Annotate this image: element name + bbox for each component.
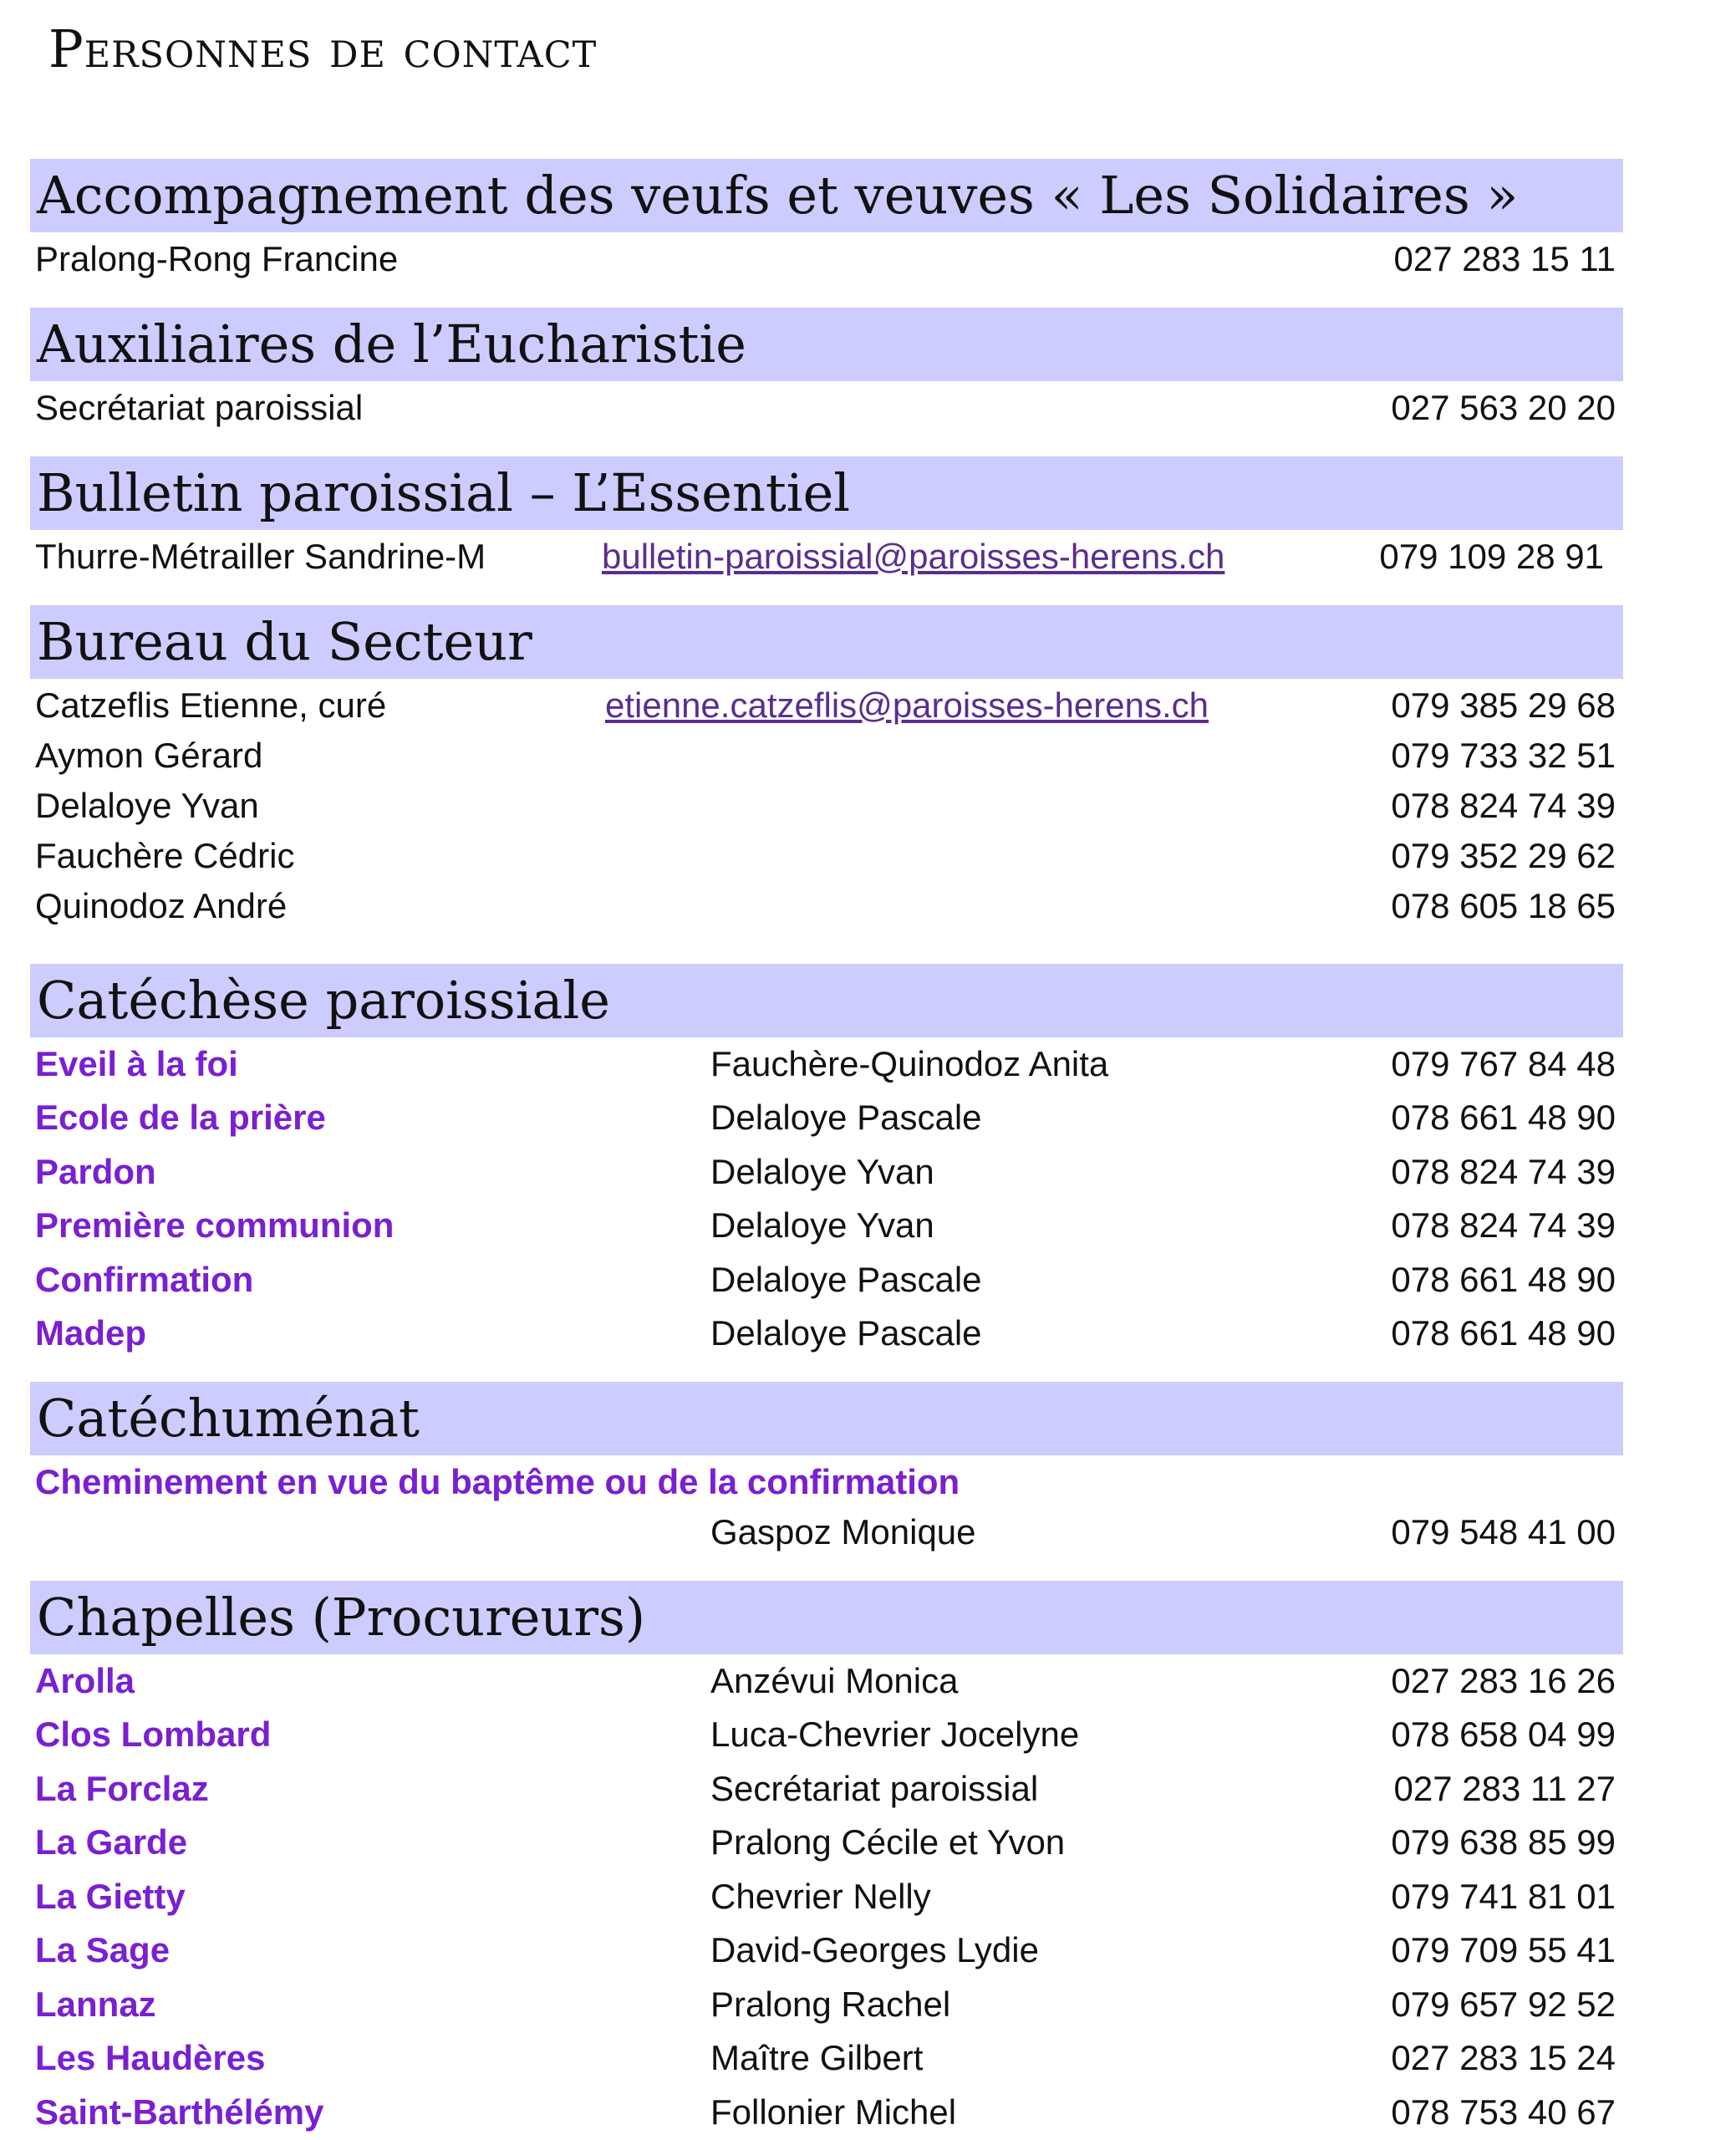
contact-name: Secrétariat paroissial (710, 1769, 1039, 1808)
contact-name: Fauchère-Quinodoz Anita (710, 1044, 1109, 1083)
contact-phone: 079 385 29 68 (1391, 685, 1616, 725)
contact-name: Maître Gilbert (710, 2038, 924, 2077)
contact-phone: 079 638 85 99 (1391, 1822, 1616, 1862)
category-label: La Garde (35, 1822, 188, 1862)
contact-phone: 079 657 92 52 (1391, 1985, 1616, 2024)
section-header-chapelles (30, 1581, 1623, 1654)
category-label: Pardon (35, 1152, 156, 1191)
section-header-eucharistie (30, 308, 1623, 381)
contact-name: Thurre-Métrailler Sandrine-M (35, 537, 486, 576)
category-label: Ecole de la prière (35, 1098, 326, 1137)
contact-name: Delaloye Pascale (710, 1260, 982, 1299)
section-title: Auxiliaires de l’Eucharistie (37, 313, 746, 374)
section-header-bureau (30, 605, 1623, 679)
contact-phone: 078 824 74 39 (1391, 1152, 1616, 1191)
contact-phone: 079 109 28 91 (1379, 537, 1604, 576)
contact-phone: 079 741 81 01 (1391, 1877, 1616, 1916)
category-label: La Sage (35, 1930, 171, 1969)
contact-phone: 079 709 55 41 (1391, 1930, 1616, 1969)
contact-email-link[interactable]: etienne.catzeflis@paroisses-herens.ch (605, 685, 1209, 725)
contact-name: Aymon Gérard (35, 736, 263, 775)
contact-name: Gaspoz Monique (710, 1512, 976, 1552)
contact-name: Delaloye Yvan (710, 1205, 934, 1245)
contact-phone: 078 824 74 39 (1391, 1205, 1616, 1245)
section-title: Chapelles (Procureurs) (37, 1587, 646, 1648)
section-title: Bulletin paroissial – L’Essentiel (37, 462, 851, 523)
section-title: Accompagnement des veufs et veuves « Les Solidaires » (37, 165, 1519, 226)
page-title: Personnes de contact (48, 18, 598, 79)
category-label: Eveil à la foi (35, 1044, 238, 1083)
category-label: Les Haudères (35, 2038, 266, 2077)
category-label: Lannaz (35, 1985, 156, 2024)
category-label: La Gietty (35, 1877, 186, 1916)
contact-phone: 027 563 20 20 (1391, 388, 1616, 427)
section-title: Bureau du Secteur (37, 611, 532, 672)
category-label: Confirmation (35, 1260, 254, 1299)
contact-name: Pralong-Rong Francine (35, 239, 399, 278)
contact-name: Pralong Cécile et Yvon (710, 1822, 1066, 1862)
contact-name: Quinodoz André (35, 886, 288, 925)
section-header-bulletin (30, 456, 1623, 530)
contact-phone: 079 548 41 00 (1391, 1512, 1616, 1552)
contact-name: David-Georges Lydie (710, 1930, 1039, 1969)
contact-name: Luca-Chevrier Jocelyne (710, 1715, 1080, 1754)
category-label: Clos Lombard (35, 1715, 272, 1754)
contact-name: Delaloye Pascale (710, 1313, 982, 1353)
contact-phone: 027 283 15 24 (1391, 2038, 1616, 2077)
contact-phone: 078 658 04 99 (1391, 1715, 1616, 1754)
contact-phone: 079 733 32 51 (1391, 736, 1616, 775)
contact-name: Secrétariat paroissial (35, 388, 364, 427)
contact-name: Fauchère Cédric (35, 836, 295, 875)
contact-name: Delaloye Yvan (710, 1152, 934, 1191)
section-title: Catéchèse paroissiale (37, 970, 610, 1031)
contact-name: Chevrier Nelly (710, 1877, 931, 1916)
category-label: Saint-Barthélémy (35, 2092, 324, 2132)
contact-name: Delaloye Yvan (35, 786, 259, 825)
contact-phone: 079 767 84 48 (1391, 1044, 1616, 1083)
contact-phone: 078 753 40 67 (1391, 2092, 1616, 2132)
category-label: Madep (35, 1313, 147, 1353)
contact-phone: 078 605 18 65 (1391, 886, 1616, 925)
category-label: Cheminement en vue du baptême ou de la confirmation (35, 1462, 960, 1501)
section-header-catechese (30, 964, 1623, 1037)
category-label: Première communion (35, 1205, 395, 1245)
contact-name: Follonier Michel (710, 2092, 957, 2132)
contact-phone: 078 824 74 39 (1391, 786, 1616, 825)
contact-phone: 078 661 48 90 (1391, 1260, 1616, 1299)
contact-phone: 079 352 29 62 (1391, 836, 1616, 875)
contact-phone: 027 283 15 11 (1393, 239, 1616, 278)
section-header-catechumenat (30, 1382, 1623, 1455)
contact-phone: 078 661 48 90 (1391, 1098, 1616, 1137)
contact-email-link[interactable]: bulletin-paroissial@paroisses-herens.ch (602, 537, 1225, 576)
contact-phone: 078 661 48 90 (1391, 1313, 1616, 1353)
section-title: Catéchuménat (37, 1388, 420, 1449)
category-label: La Forclaz (35, 1769, 209, 1808)
contact-name: Catzeflis Etienne, curé (35, 685, 387, 725)
section-header-solidaires (30, 159, 1623, 232)
contact-name: Delaloye Pascale (710, 1098, 982, 1137)
contact-phone: 027 283 16 26 (1391, 1661, 1616, 1700)
contact-phone: 027 283 11 27 (1393, 1769, 1616, 1808)
contact-name: Anzévui Monica (710, 1661, 959, 1700)
contact-name: Pralong Rachel (710, 1985, 951, 2024)
category-label: Arolla (35, 1661, 135, 1700)
